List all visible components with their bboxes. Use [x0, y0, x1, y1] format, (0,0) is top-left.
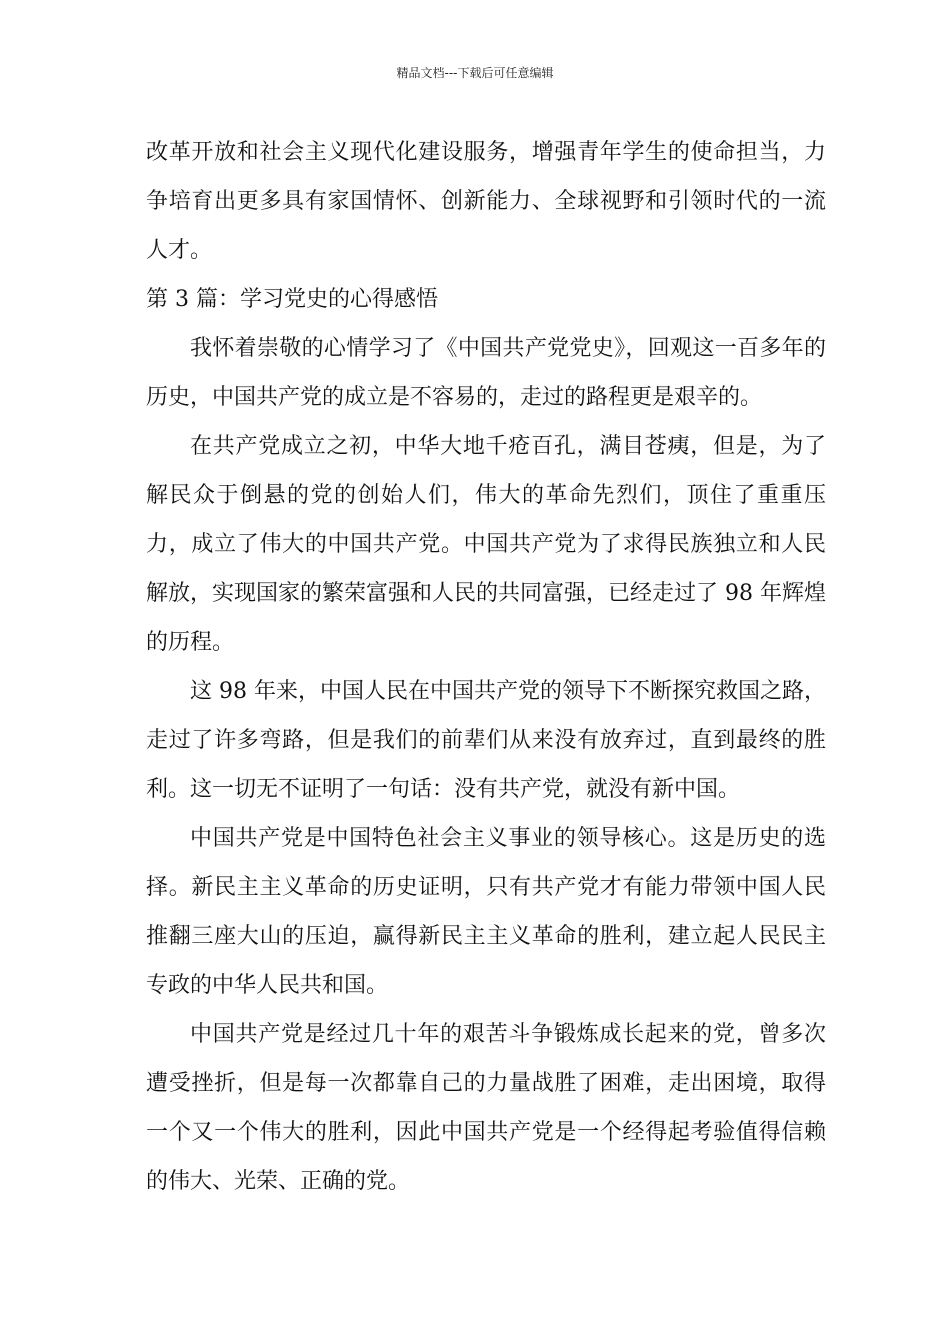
body-paragraph-5: 中国共产党是经过几十年的艰苦斗争锻炼成长起来的党，曾多次遭受挫折，但是每一次都靠自己的力量战胜了困难，走出困境，取得一个又一个伟大的胜利，因此中国共产党是一个经得起考验值得信赖的伟大、光荣、正确的党。 — [146, 1022, 826, 1194]
document-body — [146, 128, 826, 1206]
intro-paragraph: 改革开放和社会主义现代化建设服务，增强青年学生的使命担当，力争培育出更多具有家国情怀、创新能力、全球视野和引领时代的一流人才。 — [146, 140, 826, 263]
body-paragraph-2: 在共产党成立之初，中华大地千疮百孔，满目苍痍，但是，为了解民众于倒悬的党的创始人们，伟大的革命先烈们，顶住了重重压力，成立了伟大的中国共产党。中国共产党为了求得民族独立和人民解放，实现国家的繁荣富强和人民的共同富强，已经走过了 98 年辉煌的历程。 — [146, 434, 826, 655]
body-paragraph-1: 我怀着崇敬的心情学习了《中国共产党党史》，回观这一百多年的历史，中国共产党的成立是不容易的，走过的路程更是艰辛的。 — [146, 336, 826, 410]
section-title: 第 3 篇：学习党史的心得感悟 — [146, 287, 438, 312]
body-paragraph-3: 这 98 年来，中国人民在中国共产党的领导下不断探究救国之路，走过了许多弯路，但是我们的前辈们从来没有放弃过，直到最终的胜利。这一切无不证明了一句话：没有共产党，就没有新中国。 — [146, 679, 826, 802]
body-paragraph-4: 中国共产党是中国特色社会主义事业的领导核心。这是历史的选择。新民主主义革命的历史证明，只有共产党才有能力带领中国人民推翻三座大山的压迫，赢得新民主主义革命的胜利，建立起人民民主专政的中华人民共和国。 — [146, 826, 826, 998]
page-header: 精品文档---下载后可任意编辑 — [396, 66, 554, 80]
